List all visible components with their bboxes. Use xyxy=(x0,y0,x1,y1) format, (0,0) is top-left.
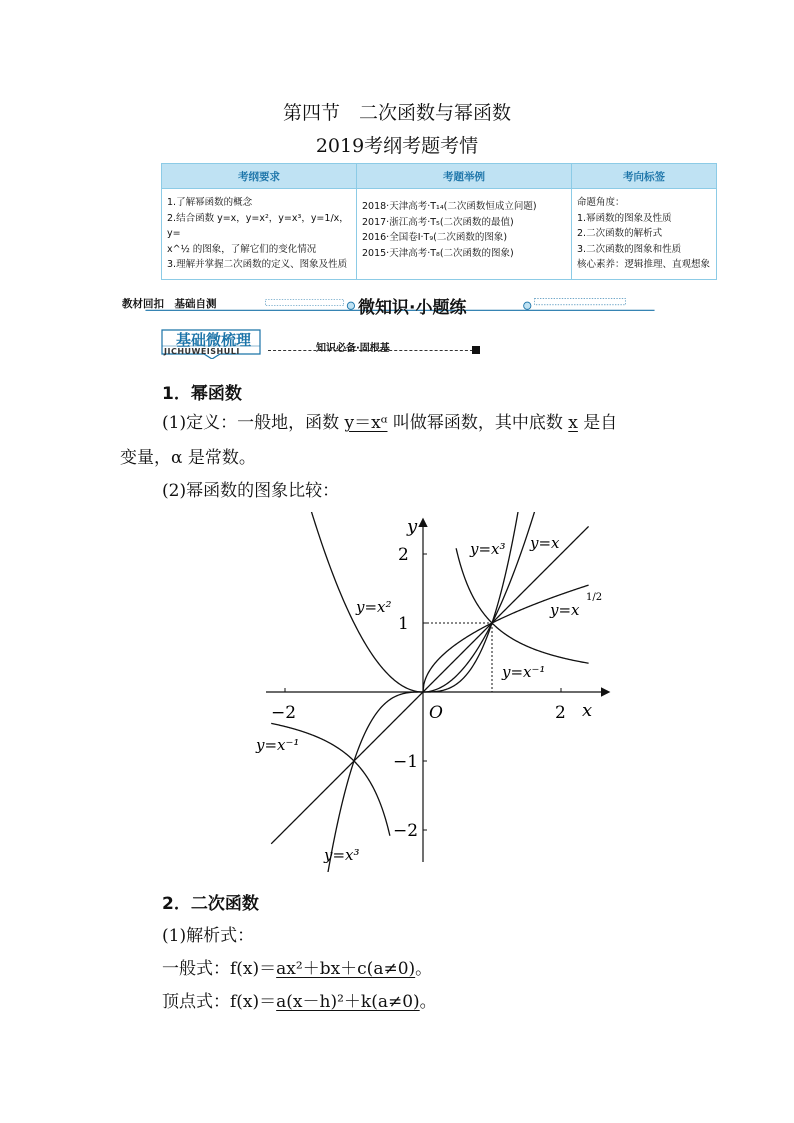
origin-label: O xyxy=(429,703,443,723)
curve-y-x xyxy=(271,526,588,843)
answer-blank: x xyxy=(568,413,578,433)
table-header: 考向标签 xyxy=(572,164,717,189)
text: 是自 xyxy=(577,413,618,433)
text: 顶点式：f(x)＝ xyxy=(162,992,277,1012)
tick-label: 2 xyxy=(398,545,409,565)
table-header: 考纲要求 xyxy=(162,164,357,189)
tick-label: −2 xyxy=(393,821,419,841)
curve-label: y=x² xyxy=(356,598,392,616)
list-item: 核心素养：逻辑推理、直观想象 xyxy=(577,259,711,270)
definition-line xyxy=(162,411,617,435)
tick-label: 2 xyxy=(555,703,566,723)
examples-cell xyxy=(357,189,572,280)
y-axis-label: y xyxy=(407,516,418,537)
list-item: 3.二次函数的图象和性质 xyxy=(577,243,682,255)
list-item: 1.了解幂函数的概念 xyxy=(167,197,253,208)
square-marker xyxy=(472,346,480,354)
section-title: 基础微梳理 xyxy=(176,331,252,349)
answer-blank: a(x－h)²＋k(a≠0) xyxy=(276,992,420,1012)
list-item: 2.二次函数的解析式 xyxy=(577,228,663,239)
x-axis-label: x xyxy=(582,700,593,721)
curve-label: y=x⁻¹ xyxy=(502,663,546,681)
list-item: 3.理解并掌握二次函数的定义、图象及性质 xyxy=(167,259,348,270)
page-subtitle: 2019考纲考题考情 xyxy=(315,135,479,157)
list-item: 2018·天津高考·T₁₄(二次函数恒成立问题) xyxy=(362,201,537,212)
analytic-label: (1)解析式： xyxy=(162,926,255,946)
tags-cell xyxy=(572,189,717,280)
exam-requirements-table xyxy=(161,163,717,280)
banner-title: 微知识·小题练 xyxy=(358,298,467,318)
text: 一般式：f(x)＝ xyxy=(162,959,277,979)
curve-label: y=x xyxy=(550,601,580,619)
tick-label: −2 xyxy=(271,703,297,723)
curve-label: y=x xyxy=(530,534,560,552)
list-item: 2017·浙江高考·T₅(二次函数的最值) xyxy=(362,216,514,228)
table-header: 考题举例 xyxy=(357,164,572,189)
section-subtitle: JICHUWEISHULI xyxy=(164,347,240,356)
section-note: 知识必备·固根基 xyxy=(316,343,390,354)
list-item: 2015·天津高考·T₈(二次函数的图象) xyxy=(362,247,514,259)
list-item: 2.结合函数 y=x，y=x²，y=x³，y=1/x，y= xyxy=(167,212,349,239)
page-title: 第四节 二次函数与幂函数 xyxy=(282,102,511,124)
power-function-chart xyxy=(230,512,630,872)
comparison-line: (2)幂函数的图象比较： xyxy=(162,481,340,501)
answer-blank: y＝xᵅ xyxy=(344,413,388,433)
curve-label: y=x³ xyxy=(470,540,506,558)
text: (1)定义：一般地，函数 xyxy=(162,413,345,433)
tick-label: 1 xyxy=(398,614,409,634)
general-form-line xyxy=(162,957,432,981)
list-item: 2016·全国卷Ⅰ·T₉(二次函数的图象) xyxy=(362,232,508,243)
list-item: x^½ 的图象，了解它们的变化情况 xyxy=(167,243,317,255)
tick-label: −1 xyxy=(393,752,419,772)
heading-quadratic: 2．二次函数 xyxy=(162,894,259,914)
heading-power-function: 1．幂函数 xyxy=(162,384,242,404)
requirements-cell xyxy=(162,189,357,280)
list-item: 1.幂函数的图象及性质 xyxy=(577,212,672,224)
vertex-form-line xyxy=(162,990,437,1014)
list-item: 命题角度： xyxy=(577,197,625,208)
banner-left-label: 教材回扣 基础自测 xyxy=(122,298,217,310)
answer-blank: ax²＋bx＋c(a≠0) xyxy=(276,959,416,979)
curve-label-exponent: 1/2 xyxy=(586,592,603,603)
definition-line-2: 变量，α 是常数。 xyxy=(120,448,256,468)
text: 叫做幂函数，其中底数 xyxy=(387,413,569,433)
text: 。 xyxy=(415,959,433,979)
curve-label: y=x³ xyxy=(324,846,360,864)
curve-label: y=x⁻¹ xyxy=(256,736,300,754)
text: 。 xyxy=(419,992,437,1012)
